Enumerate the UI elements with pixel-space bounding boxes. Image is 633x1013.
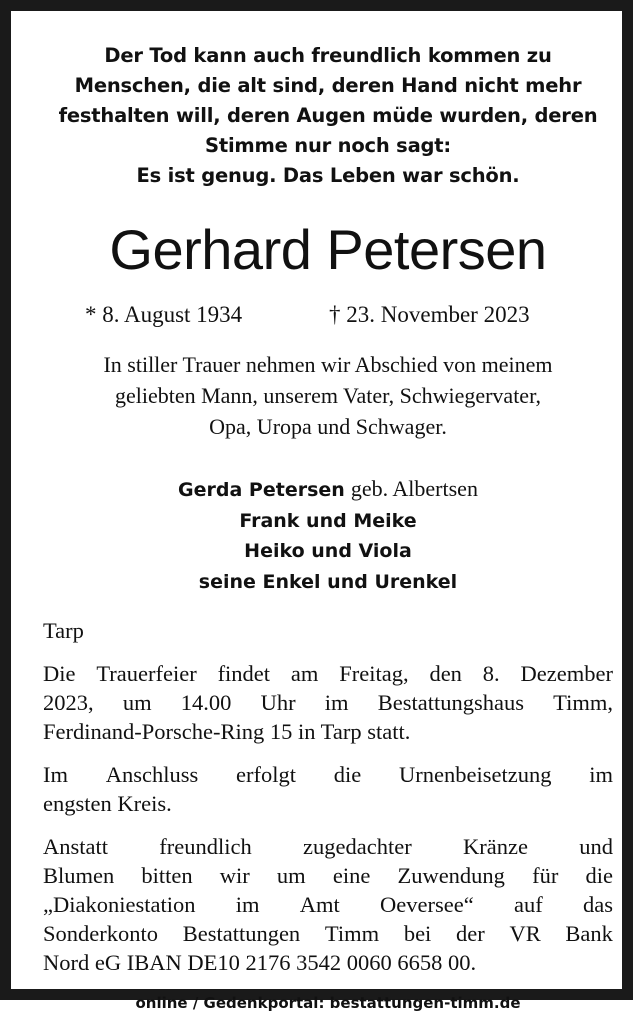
- poem-line: festhalten will, deren Augen müde wurden, deren: [58, 104, 598, 127]
- poem-line: Der Tod kann auch freundlich kommen zu: [104, 44, 552, 67]
- word: Die: [43, 661, 76, 686]
- announcement: [43, 349, 613, 442]
- word: die: [585, 863, 613, 888]
- widow-name: Gerda Petersen: [178, 479, 345, 501]
- mourner-widow: [43, 474, 613, 506]
- birth-date: * 8. August 1934: [85, 302, 243, 327]
- word: im: [589, 762, 613, 787]
- funeral-info: [43, 659, 613, 746]
- word: Trauerfeier: [96, 661, 197, 686]
- word: 2023,: [43, 690, 94, 715]
- word: Kränze: [463, 834, 528, 859]
- footer-website: online / Gedenkportal: bestattungen-timm.de: [135, 994, 521, 1012]
- word: für: [532, 863, 559, 888]
- text-line: Nord eG IBAN DE10 2176 3542 0060 6658 00.: [43, 950, 477, 975]
- word: Zuwendung: [397, 863, 505, 888]
- word: bei: [403, 921, 432, 946]
- word: die: [333, 762, 362, 787]
- word: 14.00: [180, 690, 232, 715]
- word: Blumen: [43, 863, 115, 888]
- widow-maiden-name: geb. Albertsen: [350, 476, 478, 501]
- announcement-line: Opa, Uropa und Schwager.: [209, 414, 447, 439]
- word: Freitag,: [339, 661, 409, 686]
- word: im: [235, 892, 260, 917]
- poem-line: Es ist genug. Das Leben war schön.: [136, 164, 520, 187]
- word: Bestattungshaus: [377, 690, 524, 715]
- announcement-line: geliebten Mann, unserem Vater, Schwiegervater,: [114, 383, 542, 408]
- deceased-name: Gerhard Petersen: [109, 218, 547, 281]
- justified-line: [43, 688, 613, 717]
- word: im: [324, 690, 349, 715]
- word: Uhr: [260, 690, 296, 715]
- word: Im: [43, 762, 68, 787]
- word: Amt: [299, 892, 340, 917]
- word: 8.: [482, 661, 500, 686]
- word: um: [122, 690, 152, 715]
- word: Anstatt: [43, 834, 108, 859]
- word: auf: [514, 892, 543, 917]
- word: Oeversee“: [380, 892, 474, 917]
- word: bitten: [141, 863, 193, 888]
- place: Tarp: [43, 618, 84, 643]
- justified-line: [43, 659, 613, 688]
- justified-line: [43, 919, 613, 948]
- poem: [43, 41, 613, 191]
- poem-line: Menschen, die alt sind, deren Hand nicht mehr: [74, 74, 582, 97]
- mourner-line: Frank und Meike: [239, 509, 417, 532]
- word: Bank: [565, 921, 613, 946]
- word: eine: [332, 863, 371, 888]
- text-line: engsten Kreis.: [43, 791, 172, 816]
- word: Dezember: [520, 661, 613, 686]
- word: und: [579, 834, 613, 859]
- word: Timm: [324, 921, 380, 946]
- burial-info: [43, 760, 613, 818]
- word: Timm,: [553, 690, 613, 715]
- word: das: [583, 892, 613, 917]
- word: wir: [219, 863, 250, 888]
- mourner-line: Heiko und Viola: [244, 540, 412, 562]
- word: der: [456, 921, 485, 946]
- mourners: [43, 474, 613, 597]
- word: zugedachter: [303, 834, 412, 859]
- donation-info: [43, 832, 613, 977]
- text-line: Ferdinand-Porsche-Ring 15 in Tarp statt.: [43, 719, 411, 744]
- word: findet: [217, 661, 271, 686]
- word: am: [290, 661, 319, 686]
- word: freundlich: [159, 834, 252, 859]
- word: den: [429, 661, 462, 686]
- death-date: † 23. November 2023: [329, 302, 530, 327]
- word: Bestattungen: [182, 921, 301, 946]
- notice-content: [43, 41, 613, 1013]
- justified-line: [43, 890, 613, 919]
- justified-line: [43, 861, 613, 890]
- word: erfolgt: [236, 762, 296, 787]
- mourner-line: seine Enkel und Urenkel: [198, 570, 458, 593]
- word: Urnenbeisetzung: [399, 762, 552, 787]
- word: um: [276, 863, 306, 888]
- life-dates: [43, 300, 613, 330]
- word: „Diakoniestation: [43, 892, 196, 917]
- justified-line: [43, 832, 613, 861]
- word: Sonderkonto: [43, 921, 158, 946]
- poem-line: Stimme nur noch sagt:: [204, 134, 452, 157]
- word: Anschluss: [105, 762, 199, 787]
- announcement-line: In stiller Trauer nehmen wir Abschied von meinem: [103, 352, 553, 377]
- justified-line: [43, 760, 613, 789]
- word: VR: [509, 921, 541, 946]
